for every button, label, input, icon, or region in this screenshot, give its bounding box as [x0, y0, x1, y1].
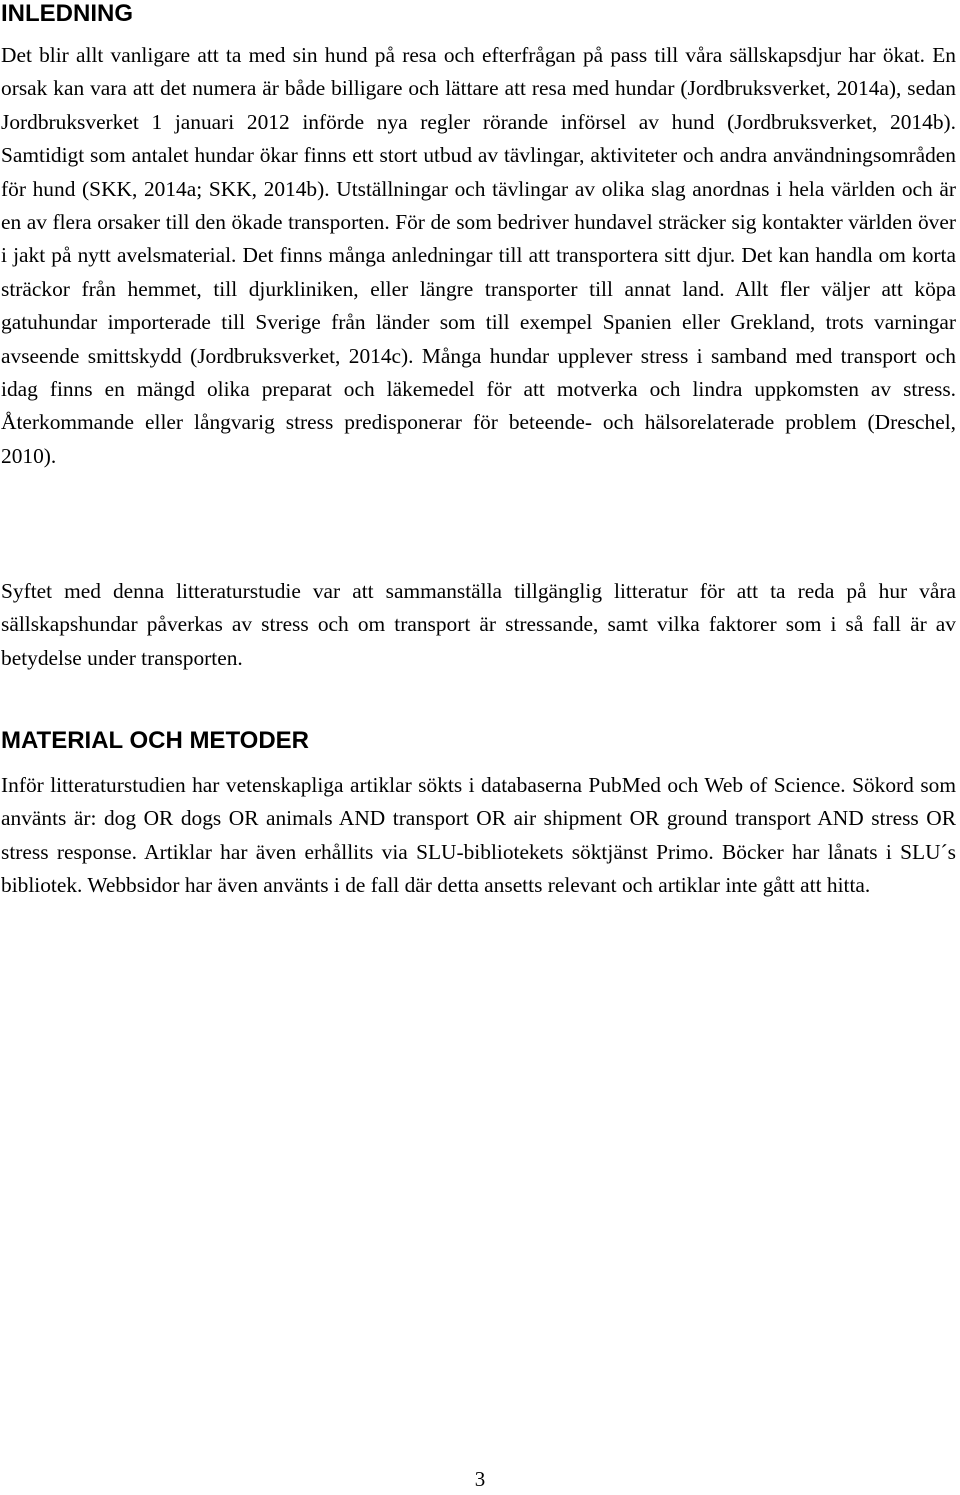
section-heading-intro: INLEDNING — [1, 0, 133, 27]
page-number: 3 — [474, 1467, 486, 1491]
intro-paragraph: Det blir allt vanligare att ta med sin hund på resa och efterfrågan på pass till våra sällskapsdjur har ökat. En orsak kan vara att det numera är både billigare och lättare att resa med hundar (Jordbruksverket, 2014a), sedan Jordbruksverket 1 januari 2012 införde nya regler rörande införsel av hund (Jordbruksverket, 2014b). Samtidigt som antalet hundar ökar finns ett stort utbud av tävlingar, aktiviteter och andra användningsområden för hund (SKK, 2014a; SKK, 2014b). Utställningar och tävlingar av olika slag anordnas i hela världen och är en av flera orsaker till den ökade transporten. För de som bedriver hundavel sträcker sig kontakter världen över i jakt på nytt avelsmaterial. Det finns många anledningar till att transportera sitt djur. Det kan handla om korta sträckor från hemmet, till djurkliniken, eller längre transporter till annat land. Allt fler väljer att köpa gatuhundar importerade till Sverige från länder som till exempel Spanien eller Grekland, trots varningar avseende smittskydd (Jordbruksverket, 2014c). Många hundar upplever stress i samband med transport och idag finns en mängd olika preparat och läkemedel för att motverka och lindra uppkomsten av stress. Återkommande eller långvarig stress predisponerar för beteende- och hälsorelaterade problem (Dreschel, 2010). — [1, 43, 956, 468]
methods-paragraph: Inför litteraturstudien har vetenskapliga artiklar sökts i databaserna PubMed och Web of Science. Sökord som använts är: dog OR dogs OR animals AND transport OR air shipment OR ground transport AND stress OR stress response. Artiklar har även erhållits via SLU-bibliotekets söktjänst Primo. Böcker har lånats i SLU´s bibliotek. Webbsidor har även använts i de fall där detta ansetts relevant och artiklar inte gått att hitta. — [1, 773, 956, 898]
section-heading-methods: MATERIAL OCH METODER — [1, 727, 310, 754]
aim-paragraph: Syftet med denna litteraturstudie var att sammanställa tillgänglig litteratur för att ta reda på hur våra sällskapshundar påverkas av stress och om transport är stressande, samt vilka faktorer som i så fall är av betydelse under transporten. — [1, 579, 956, 670]
